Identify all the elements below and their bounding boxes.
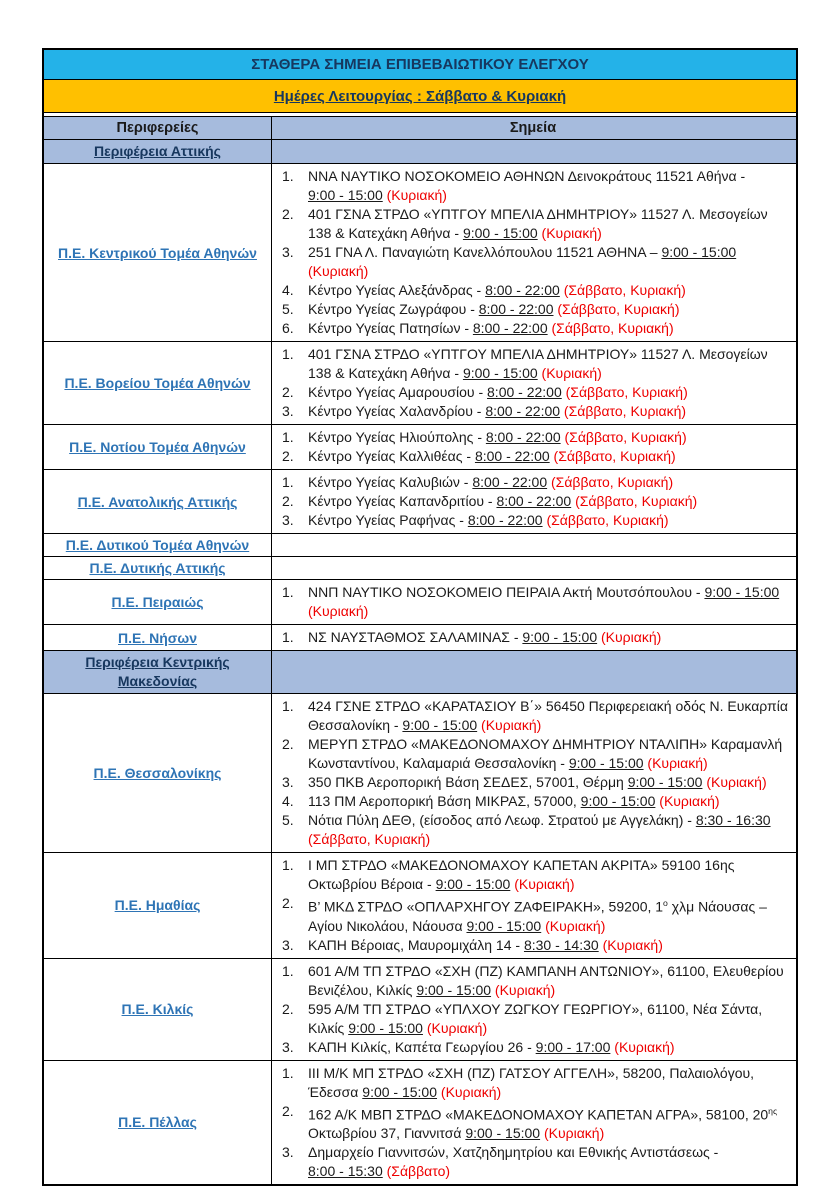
- point-number: 5.: [282, 301, 294, 317]
- section-header-empty-cell: [272, 140, 796, 163]
- section-label: Περιφέρεια Αττικής: [94, 143, 221, 159]
- region-label-cell: [44, 959, 272, 1060]
- region-row: [44, 557, 796, 580]
- point-number: 2.: [282, 384, 294, 400]
- point-number: 2.: [282, 493, 294, 509]
- point-number: 2.: [282, 895, 294, 911]
- point-time: 8:00 - 22:00: [472, 320, 548, 336]
- point-body: [308, 1038, 788, 1057]
- region-row: [44, 580, 796, 625]
- point-body: [308, 383, 788, 402]
- region-row: [44, 164, 796, 342]
- point-days: (Κυριακή): [598, 936, 663, 953]
- point-body: [308, 1143, 788, 1181]
- point-body: [308, 811, 788, 849]
- point-body: [308, 628, 788, 647]
- region-label: Π.Ε. Πειραιώς: [111, 594, 204, 610]
- point-text: Κέντρο Υγείας Χαλανδρίου -: [308, 403, 486, 419]
- point-item: [278, 1143, 788, 1181]
- point-number: 3.: [282, 1038, 294, 1055]
- point-body: [308, 583, 788, 621]
- point-days: (Κυριακή): [643, 755, 708, 771]
- point-item: [278, 492, 788, 511]
- region-row: [44, 1061, 796, 1185]
- point-text: 601 Α/Μ ΤΠ ΣΤΡΔΟ «ΣΧΗ (ΠΖ) ΚΑΜΠΑΝΗ ΑΝΤΩΝΙΟΥ», 61100, Ελευθερίου Βενιζέλου, Κιλκίς: [308, 962, 784, 998]
- point-time: 9:00 - 15:00: [362, 1083, 438, 1100]
- region-label-cell: [44, 580, 272, 624]
- point-item: [278, 345, 788, 383]
- section-header-empty-cell: [272, 651, 796, 693]
- point-number: 1.: [282, 346, 294, 362]
- point-text: Κέντρο Υγείας Καλυβιών -: [308, 474, 473, 490]
- point-number: 3.: [282, 512, 294, 528]
- column-header-points-label: Σημεία: [509, 120, 557, 136]
- section-header-cell: [44, 140, 272, 163]
- point-body: [308, 345, 788, 383]
- point-time: 9:00 - 17:00: [535, 1038, 611, 1055]
- region-label-cell: [44, 534, 272, 556]
- point-body: [308, 894, 788, 936]
- point-text: 113 ΠΜ Αεροπορική Βάση ΜΙΚΡΑΣ, 57000,: [308, 793, 581, 809]
- point-number: 2.: [282, 1102, 294, 1119]
- point-days: (Σάββατο, Κυριακή): [553, 301, 680, 317]
- point-text: Κέντρο Υγείας Καλλιθέας -: [308, 448, 475, 464]
- point-body: [308, 243, 788, 281]
- point-number: 3.: [282, 403, 294, 419]
- point-body: [308, 697, 788, 735]
- point-time: 8:30 - 16:30: [695, 812, 771, 828]
- point-time: 9:00 - 15:00: [627, 774, 703, 790]
- column-header-regions: [44, 117, 272, 139]
- region-label-cell: [44, 470, 272, 533]
- region-points-cell: [272, 470, 796, 533]
- point-body: [308, 205, 788, 243]
- region-points-cell: [272, 853, 796, 958]
- point-body: [308, 936, 788, 955]
- point-text: ΚΑΠΗ Βέροιας, Μαυρομιχάλη 14 -: [308, 936, 524, 953]
- region-label-cell: [44, 694, 272, 852]
- point-number: 1.: [282, 429, 294, 445]
- point-body: [308, 281, 788, 300]
- point-number: 1.: [282, 962, 294, 979]
- region-label-cell: [44, 342, 272, 424]
- point-time: 8:00 - 22:00: [474, 448, 550, 464]
- point-days: (Κυριακή): [537, 225, 602, 241]
- point-days: (Κυριακή): [437, 1083, 502, 1100]
- point-days: (Κυριακή): [382, 187, 447, 203]
- point-text: Κέντρο Υγείας Καπανδριτίου -: [308, 493, 497, 509]
- point-text: ΝΣ ΝΑΥΣΤΑΘΜΟΣ ΣΑΛΑΜΙΝΑΣ -: [308, 629, 523, 645]
- point-text: ΝΝΑ ΝΑΥΤΙΚΟ ΝΟΣΟΚΟΜΕΙΟ ΑΘΗΝΩΝ Δεινοκράτους 11521 Αθήνα -: [308, 168, 746, 184]
- point-number: 2.: [282, 736, 294, 752]
- region-label-cell: [44, 557, 272, 579]
- point-body: [308, 1102, 788, 1144]
- point-text: 350 ΠΚΒ Αεροπορική Βάση ΣΕΔΕΣ, 57001, Θέρμη: [308, 774, 628, 790]
- region-row: [44, 694, 796, 853]
- point-days: (Κυριακή): [308, 603, 369, 619]
- point-text: Ι ΜΠ ΣΤΡΔΟ «ΜΑΚΕΔΟΝΟΜΑΧΟΥ ΚΑΠΕΤΑΝ ΑΚΡΙΤΑ» 59100 16ης Οκτωβρίου Βέροια -: [308, 857, 735, 892]
- point-time: 9:00 - 15:00: [462, 225, 538, 241]
- point-body: [308, 300, 788, 319]
- point-days: (Κυριακή): [541, 917, 606, 934]
- region-label: Π.Ε. Θεσσαλονίκης: [93, 765, 222, 781]
- point-text: 401 ΓΣΝΑ ΣΤΡΔΟ «ΥΠΤΓΟΥ ΜΠΕΛΙΑ ΔΗΜΗΤΡΙΟΥ» 11527 Λ. Μεσογείων 138 & Κατεχάκη Αθήνα -: [308, 206, 768, 241]
- point-number: 1.: [282, 168, 294, 184]
- region-points-cell: [272, 557, 796, 579]
- point-body: [308, 402, 788, 421]
- control-points-table: [42, 48, 798, 1186]
- point-days: (Κυριακή): [308, 263, 369, 279]
- point-time: 8:00 - 22:00: [485, 429, 561, 445]
- point-number: 2.: [282, 448, 294, 464]
- region-label: Π.Ε. Δυτικής Αττικής: [89, 560, 226, 576]
- region-label-cell: [44, 164, 272, 341]
- point-text: Κέντρο Υγείας Πατησίων -: [308, 320, 473, 336]
- point-number: 1.: [282, 857, 294, 873]
- point-item: [278, 735, 788, 773]
- point-body: [308, 319, 788, 338]
- point-time: 9:00 - 15:00: [435, 876, 511, 892]
- point-time: 9:00 - 15:00: [522, 629, 598, 645]
- point-item: [278, 473, 788, 492]
- point-item: [278, 628, 788, 647]
- point-item: [278, 792, 788, 811]
- point-item: [278, 856, 788, 894]
- point-text: Νότια Πύλη ΔΕΘ, (είσοδος από Λεωφ. Στρατού με Αγγελάκη) -: [308, 812, 696, 828]
- point-body: [308, 473, 788, 492]
- point-time: 9:00 - 15:00: [704, 584, 780, 600]
- operating-days-banner: [44, 80, 796, 113]
- document-title: ΣΤΑΘΕΡΑ ΣΗΜΕΙΑ ΕΠΙΒΕΒΑΙΩΤΙΚΟΥ ΕΛΕΓΧΟΥ: [251, 56, 589, 73]
- region-label: Π.Ε. Βορείου Τομέα Αθηνών: [64, 375, 251, 391]
- point-time: 9:00 - 15:00: [661, 244, 737, 260]
- point-text: ΜΕΡΥΠ ΣΤΡΔΟ «ΜΑΚΕΔΟΝΟΜΑΧΟΥ ΔΗΜΗΤΡΙΟΥ ΝΤΑΛΙΠΗ» Καραμανλή Κωνσταντίνου, Καλαμαριά Θεσσαλονίκη -: [308, 736, 783, 771]
- column-header-row: [44, 117, 796, 140]
- point-item: [278, 319, 788, 338]
- point-time: 8:00 - 22:00: [487, 384, 562, 400]
- point-item: [278, 167, 788, 205]
- point-time: 8:00 - 22:00: [472, 474, 548, 490]
- region-label: Π.Ε. Δυτικού Τομέα Αθηνών: [65, 537, 250, 553]
- region-points-cell: [272, 694, 796, 852]
- region-label-cell: [44, 853, 272, 958]
- point-days: (Κυριακή): [491, 981, 556, 998]
- region-points-cell: [272, 580, 796, 624]
- point-item: [278, 1038, 788, 1057]
- point-time: 9:00 - 15:00: [462, 365, 538, 381]
- point-item: [278, 773, 788, 792]
- point-number: 1.: [282, 1064, 294, 1081]
- point-days: (Σάββατο): [382, 1163, 451, 1180]
- region-label: Π.Ε. Ημαθίας: [114, 897, 201, 914]
- point-body: [308, 773, 788, 792]
- point-number: 1.: [282, 474, 294, 490]
- point-body: [308, 167, 788, 205]
- point-number: 3.: [282, 244, 294, 260]
- region-row: [44, 625, 796, 651]
- point-item: [278, 894, 788, 936]
- operating-days-text: Ημέρες Λειτουργίας : Σάββατο & Κυριακή: [273, 87, 567, 105]
- region-label-cell: [44, 625, 272, 650]
- region-points-cell: [272, 959, 796, 1060]
- point-text: Β’ ΜΚΔ ΣΤΡΔΟ «ΟΠΛΑΡΧΗΓΟΥ ΖΑΦΕΙΡΑΚΗ», 59200, 1: [308, 898, 664, 915]
- region-label: Π.Ε. Ανατολικής Αττικής: [77, 493, 238, 510]
- point-number: 6.: [282, 320, 294, 336]
- point-time: 9:00 - 15:00: [348, 1019, 423, 1036]
- point-time: 8:00 - 22:00: [485, 282, 560, 298]
- point-text: ΝΝΠ ΝΑΥΤΙΚΟ ΝΟΣΟΚΟΜΕΙΟ ΠΕΙΡΑΙΑ Ακτή Μουτσόπουλου -: [308, 584, 705, 600]
- point-body: [308, 792, 788, 811]
- point-days: (Κυριακή): [655, 793, 720, 809]
- column-header-regions-label: Περιφερείες: [116, 120, 199, 136]
- point-time: 8:00 - 22:00: [485, 403, 561, 419]
- point-number: 5.: [282, 812, 294, 828]
- point-time: 9:00 - 15:00: [580, 793, 656, 809]
- point-time: 8:00 - 22:00: [478, 301, 554, 317]
- section-header-row: [44, 651, 796, 694]
- point-text: Κέντρο Υγείας Αλεξάνδρας -: [308, 282, 486, 298]
- point-days: (Σάββατο, Κυριακή): [559, 282, 686, 298]
- point-body: [308, 1064, 788, 1102]
- point-number: 1.: [282, 698, 294, 714]
- point-time: 9:00 - 15:00: [568, 755, 644, 771]
- point-number: 3.: [282, 774, 294, 790]
- point-item: [278, 300, 788, 319]
- point-days: (Σάββατο, Κυριακή): [560, 429, 687, 445]
- point-superscript: ο: [663, 898, 668, 908]
- point-time: 9:00 - 15:00: [416, 981, 492, 998]
- point-item: [278, 962, 788, 1000]
- region-points-cell: [272, 1061, 796, 1185]
- point-text: ΙΙΙ Μ/Κ ΜΠ ΣΤΡΔΟ «ΣΧΗ (ΠΖ) ΓΑΤΣΟΥ ΑΓΓΕΛΗ», 58200, Παλαιολόγου, Έδεσσα: [308, 1064, 755, 1100]
- section-header-cell: [44, 651, 272, 693]
- point-item: [278, 697, 788, 735]
- column-header-points: [272, 117, 796, 139]
- point-days: (Σάββατο, Κυριακή): [560, 403, 687, 419]
- region-points-cell: [272, 534, 796, 556]
- point-item: [278, 428, 788, 447]
- point-days: (Σάββατο, Κυριακή): [549, 448, 676, 464]
- point-text: Κέντρο Υγείας Ζωγράφου -: [308, 301, 479, 317]
- point-item: [278, 936, 788, 955]
- point-number: 3.: [282, 936, 294, 953]
- point-time: 9:00 - 15:00: [402, 717, 478, 733]
- point-days: (Κυριακή): [702, 774, 767, 790]
- point-number: 3.: [282, 1144, 294, 1161]
- region-label: Π.Ε. Κεντρικού Τομέα Αθηνών: [58, 244, 257, 261]
- point-time: 8:00 - 22:00: [496, 493, 572, 509]
- region-label: Π.Ε. Πέλλας: [118, 1114, 197, 1131]
- point-number: 1.: [282, 629, 294, 645]
- point-days: (Σάββατο, Κυριακή): [308, 831, 431, 847]
- region-label: Π.Ε. Νοτίου Τομέα Αθηνών: [69, 439, 246, 455]
- point-item: [278, 1102, 788, 1144]
- point-time: 9:00 - 15:00: [465, 1125, 541, 1142]
- region-label: Π.Ε. Κιλκίς: [121, 1001, 194, 1018]
- point-item: [278, 402, 788, 421]
- point-number: 2.: [282, 1000, 294, 1017]
- point-days: (Κυριακή): [537, 365, 602, 381]
- point-text: 162 Α/Κ ΜΒΠ ΣΤΡΔΟ «ΜΑΚΕΔΟΝΟΜΑΧΟΥ ΚΑΠΕΤΑΝ ΑΓΡΑ», 58100, 20: [308, 1106, 769, 1123]
- point-superscript: ης: [768, 1105, 778, 1116]
- region-points-cell: [272, 425, 796, 469]
- point-text: χλμ Νάουσας – Αγίου Νικολάου, Νάουσα: [308, 898, 767, 934]
- point-days: (Κυριακή): [422, 1019, 488, 1036]
- region-points-cell: [272, 625, 796, 650]
- point-body: [308, 492, 788, 511]
- point-item: [278, 205, 788, 243]
- table-rows: [44, 140, 796, 1184]
- region-row: [44, 425, 796, 470]
- point-item: [278, 511, 788, 530]
- region-row: [44, 342, 796, 425]
- point-item: [278, 811, 788, 849]
- point-days: (Σάββατο, Κυριακή): [571, 493, 698, 509]
- point-days: (Κυριακή): [510, 876, 575, 892]
- point-body: [308, 1000, 788, 1038]
- point-text: Δημαρχείο Γιαννιτσών, Χατζηδημητρίου και Εθνικής Αντιστάσεως -: [308, 1144, 719, 1161]
- point-days: (Σάββατο, Κυριακή): [542, 512, 669, 528]
- section-label: Περιφέρεια Κεντρικής Μακεδονίας: [85, 654, 230, 689]
- point-text: 251 ΓΝΑ Λ. Παναγιώτη Κανελλόπουλου 11521 ΑΘΗΝΑ –: [308, 244, 662, 260]
- point-days: (Σάββατο, Κυριακή): [547, 320, 674, 336]
- point-days: (Κυριακή): [540, 1125, 605, 1142]
- point-item: [278, 447, 788, 466]
- region-row: [44, 853, 796, 959]
- point-item: [278, 583, 788, 621]
- point-text: 595 Α/Μ ΤΠ ΣΤΡΔΟ «ΥΠΛΧΟΥ ΖΩΓΚΟΥ ΓΕΩΡΓΙΟΥ», 61100, Νέα Σάντα, Κιλκίς: [308, 1000, 763, 1036]
- point-text: Κέντρο Υγείας Ραφήνας -: [308, 512, 468, 528]
- point-number: 1.: [282, 584, 294, 600]
- point-text: Οκτωβρίου 37, Γιαννιτσά: [308, 1125, 466, 1142]
- point-body: [308, 735, 788, 773]
- point-number: 4.: [282, 282, 294, 298]
- point-item: [278, 1064, 788, 1102]
- region-row: [44, 534, 796, 557]
- point-days: (Κυριακή): [477, 717, 542, 733]
- document-title-banner: [44, 50, 796, 80]
- point-text: 424 ΓΣΝΕ ΣΤΡΔΟ «ΚΑΡΑΤΑΣΙΟΥ Β΄» 56450 Περιφερειακή οδός Ν. Ευκαρπία Θεσσαλονίκη -: [308, 698, 788, 733]
- point-body: [308, 856, 788, 894]
- point-days: (Κυριακή): [610, 1038, 675, 1055]
- point-number: 4.: [282, 793, 294, 809]
- point-time: 8:00 - 15:30: [308, 1163, 383, 1180]
- point-days: (Κυριακή): [597, 629, 662, 645]
- point-text: Κέντρο Υγείας Ηλιούπολης -: [308, 429, 486, 445]
- point-body: [308, 428, 788, 447]
- section-header-row: [44, 140, 796, 164]
- point-item: [278, 383, 788, 402]
- region-label-cell: [44, 425, 272, 469]
- point-body: [308, 511, 788, 530]
- point-item: [278, 281, 788, 300]
- point-days: (Σάββατο, Κυριακή): [547, 474, 674, 490]
- point-text: Κέντρο Υγείας Αμαρουσίου -: [308, 384, 488, 400]
- region-row: [44, 959, 796, 1061]
- region-label-cell: [44, 1061, 272, 1185]
- point-body: [308, 447, 788, 466]
- point-days: (Σάββατο, Κυριακή): [561, 384, 688, 400]
- point-time: 8:00 - 22:00: [467, 512, 543, 528]
- point-item: [278, 243, 788, 281]
- region-points-cell: [272, 164, 796, 341]
- point-number: 2.: [282, 206, 294, 222]
- point-item: [278, 1000, 788, 1038]
- region-points-cell: [272, 342, 796, 424]
- point-text: ΚΑΠΗ Κιλκίς, Καπέτα Γεωργίου 26 -: [308, 1038, 536, 1055]
- point-time: 9:00 - 15:00: [466, 917, 542, 934]
- point-text: 401 ΓΣΝΑ ΣΤΡΔΟ «ΥΠΤΓΟΥ ΜΠΕΛΙΑ ΔΗΜΗΤΡΙΟΥ» 11527 Λ. Μεσογείων 138 & Κατεχάκη Αθήνα -: [308, 346, 768, 381]
- point-time: 8:30 - 14:30: [523, 936, 599, 953]
- region-row: [44, 470, 796, 534]
- point-time: 9:00 - 15:00: [308, 187, 383, 203]
- region-label: Π.Ε. Νήσων: [118, 629, 197, 646]
- point-body: [308, 962, 788, 1000]
